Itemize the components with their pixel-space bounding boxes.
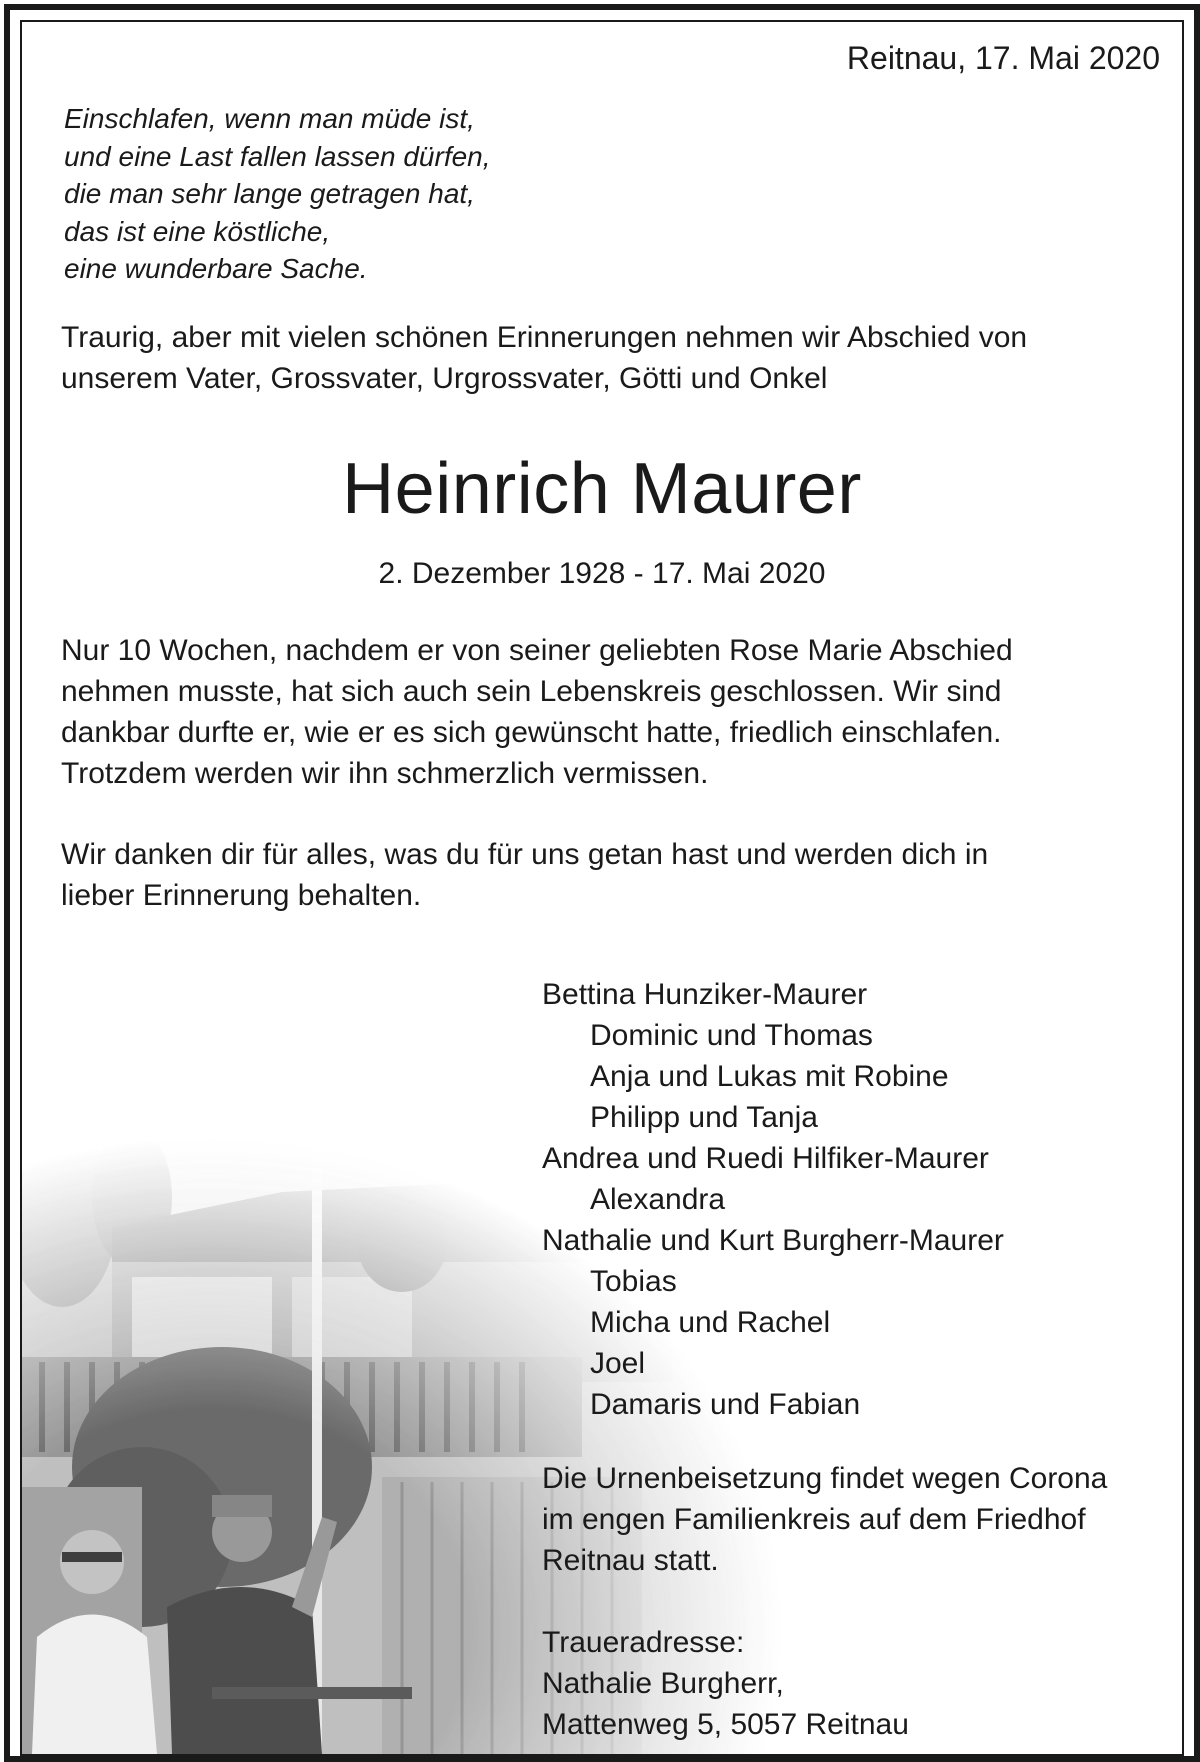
deceased-lifespan: 2. Dezember 1928 - 17. Mai 2020 bbox=[378, 557, 826, 590]
thanks-paragraph bbox=[61, 834, 1171, 916]
poem-line: und eine Last fallen lassen dürfen, bbox=[64, 140, 491, 172]
mourning-address bbox=[542, 1622, 909, 1745]
address-line: Mattenweg 5, 5057 Reitnau bbox=[542, 1708, 909, 1741]
address-line: Traueradresse: bbox=[542, 1626, 745, 1659]
paragraph-line: nehmen musste, hat sich auch sein Lebenskreis geschlossen. Wir sind bbox=[61, 675, 1002, 708]
family-member: Tobias bbox=[590, 1265, 677, 1298]
paragraph-line: dankbar durfte er, wie er es sich gewünscht hatte, friedlich einschlafen. bbox=[61, 716, 1002, 749]
burial-notice bbox=[542, 1458, 1107, 1581]
paragraph-line: Wir danken dir für alles, was du für uns getan hast und werden dich in bbox=[61, 838, 989, 871]
place-date: Reitnau, 17. Mai 2020 bbox=[846, 40, 1160, 76]
intro-line: unserem Vater, Grossvater, Urgrossvater, Götti und Onkel bbox=[61, 362, 828, 395]
poem-line: das ist eine köstliche, bbox=[64, 215, 331, 247]
family-member: Damaris und Fabian bbox=[590, 1388, 861, 1421]
notice-line: im engen Familienkreis auf dem Friedhof bbox=[542, 1503, 1086, 1536]
family-member: Alexandra bbox=[590, 1183, 726, 1216]
family-member: Micha und Rachel bbox=[590, 1306, 831, 1339]
notice-outer-border bbox=[4, 4, 1200, 1762]
family-list bbox=[542, 974, 1004, 1425]
family-member: Joel bbox=[590, 1347, 646, 1380]
address-line: Nathalie Burgherr, bbox=[542, 1667, 784, 1700]
notice-line: Die Urnenbeisetzung findet wegen Corona bbox=[542, 1462, 1108, 1495]
family-member: Philipp und Tanja bbox=[590, 1101, 818, 1134]
poem-line: eine wunderbare Sache. bbox=[64, 253, 368, 284]
notice-inner-border bbox=[20, 20, 1184, 1756]
poem-line: die man sehr lange getragen hat, bbox=[64, 178, 475, 209]
family-member: Anja und Lukas mit Robine bbox=[590, 1060, 949, 1093]
poem-verse bbox=[64, 100, 491, 288]
poem-line: Einschlafen, wenn man müde ist, bbox=[64, 103, 475, 134]
farewell-intro bbox=[61, 317, 1161, 399]
family-member: Dominic und Thomas bbox=[590, 1019, 873, 1052]
family-head: Nathalie und Kurt Burgherr-Maurer bbox=[542, 1224, 1004, 1257]
paragraph-line: Nur 10 Wochen, nachdem er von seiner geliebten Rose Marie Abschied bbox=[61, 634, 1013, 667]
paragraph-line: Trotzdem werden wir ihn schmerzlich vermissen. bbox=[61, 757, 709, 790]
family-head: Andrea und Ruedi Hilfiker-Maurer bbox=[542, 1142, 989, 1175]
intro-line: Traurig, aber mit vielen schönen Erinnerungen nehmen wir Abschied von bbox=[61, 321, 1028, 354]
memorial-paragraph bbox=[61, 630, 1171, 794]
paragraph-line: lieber Erinnerung behalten. bbox=[61, 879, 422, 912]
deceased-name: Heinrich Maurer bbox=[342, 449, 862, 529]
family-head: Bettina Hunziker-Maurer bbox=[542, 978, 868, 1011]
notice-line: Reitnau statt. bbox=[542, 1544, 719, 1577]
